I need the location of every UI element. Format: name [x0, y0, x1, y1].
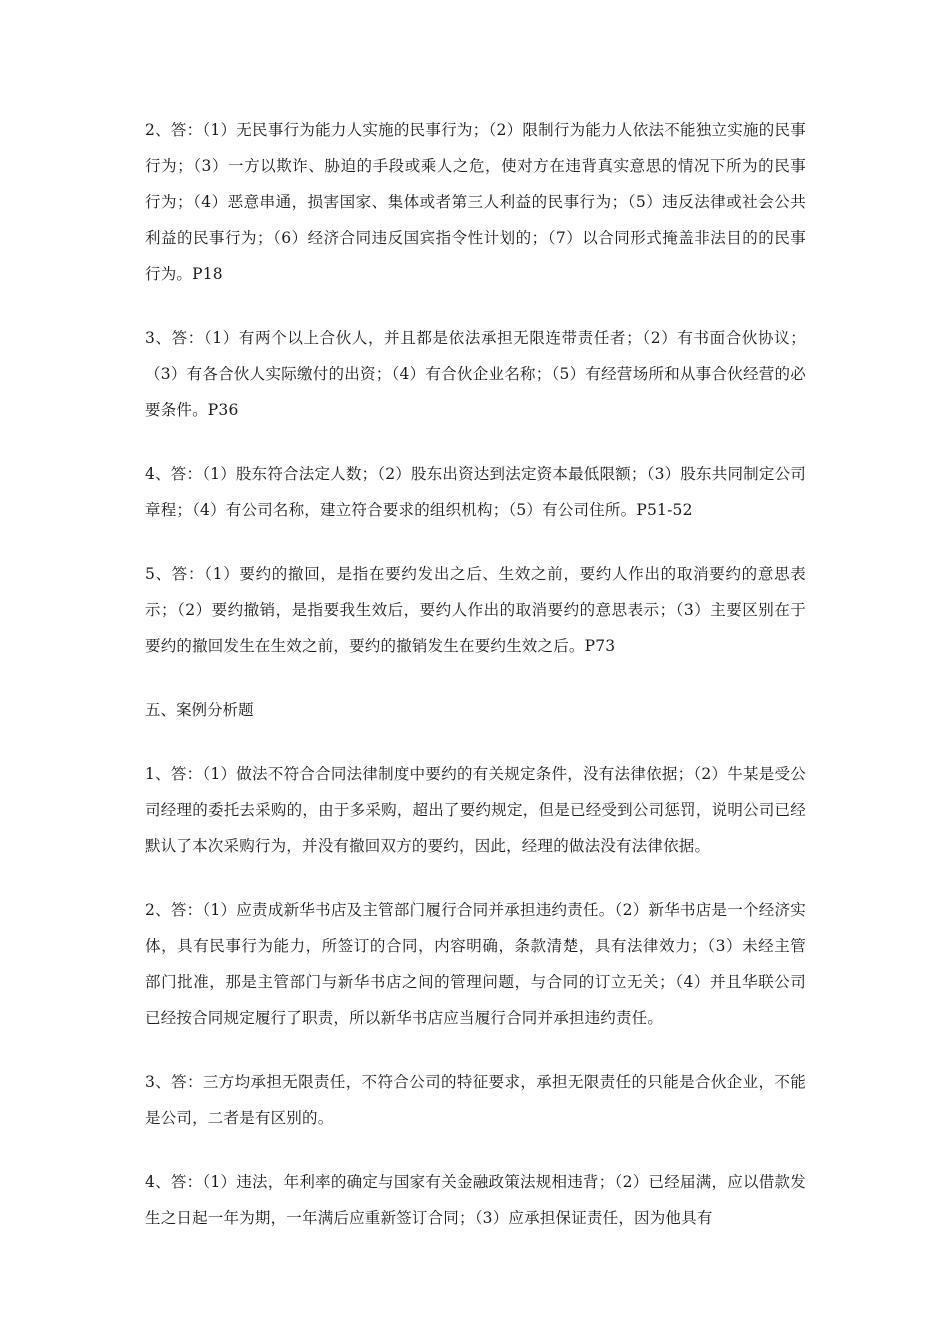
- case-answer-1: 1、答：（1）做法不符合合同法律制度中要约的有关规定条件，没有法律依据；（2）牛某是受公司经理的委托去采购的，由于多采购，超出了要约规定，但是已经受到公司惩罚，说明公司已经默认了本次采购行为，并没有撤回双方的要约，因此，经理的做法没有法律依据。: [145, 765, 806, 855]
- section-heading-case-analysis: 五、案例分析题: [145, 701, 254, 719]
- case-answer-4: 4、答：（1）违法，年利率的确定与国家有关金融政策法规相违背；（2）已经届满，应以借款发生之日起一年为期，一年满后应重新签订合同；（3）应承担保证责任，因为他具有: [145, 1173, 806, 1227]
- answer-paragraph-3: 3、答：（1）有两个以上合伙人，并且都是依法承担无限连带责任者；（2）有书面合伙协议；（3）有各合伙人实际缴付的出资；（4）有合伙企业名称；（5）有经营场所和从事合伙经营的必要条件。P36: [145, 329, 806, 419]
- answer-paragraph-4: 4、答：（1）股东符合法定人数；（2）股东出资达到法定资本最低限额；（3）股东共同制定公司章程；（4）有公司名称，建立符合要求的组织机构；（5）有公司住所。P51-52: [145, 465, 806, 519]
- answer-paragraph-5: 5、答：（1）要约的撤回，是指在要约发出之后、生效之前，要约人作出的取消要约的意思表示；（2）要约撤销，是指要我生效后，要约人作出的取消要约的意思表示；（3）主要区别在于要约的撤回发生在生效之前，要约的撤销发生在要约生效之后。P73: [145, 565, 806, 655]
- answer-paragraph-2: 2、答：（1）无民事行为能力人实施的民事行为；（2）限制行为能力人依法不能独立实施的民事行为；（3）一方以欺诈、胁迫的手段或乘人之危，使对方在违背真实意思的情况下所为的民事行为；（4）恶意串通，损害国家、集体或者第三人利益的民事行为；（5）违反法律或社会公共利益的民事行为；（6）经济合同违反国宾指令性计划的；（7）以合同形式掩盖非法目的的民事行为。P18: [145, 121, 806, 283]
- case-answer-3: 3、答：三方均承担无限责任，不符合公司的特征要求，承担无限责任的只能是合伙企业，不能是公司，二者是有区别的。: [145, 1073, 806, 1127]
- case-answer-2: 2、答：（1）应责成新华书店及主管部门履行合同并承担违约责任。（2）新华书店是一个经济实体，具有民事行为能力，所签订的合同，内容明确，条款清楚，具有法律效力；（3）未经主管部门批准，那是主管部门与新华书店之间的管理问题，与合同的订立无关；（4）并且华联公司已经按合同规定履行了职责，所以新华书店应当履行合同并承担违约责任。: [145, 901, 806, 1027]
